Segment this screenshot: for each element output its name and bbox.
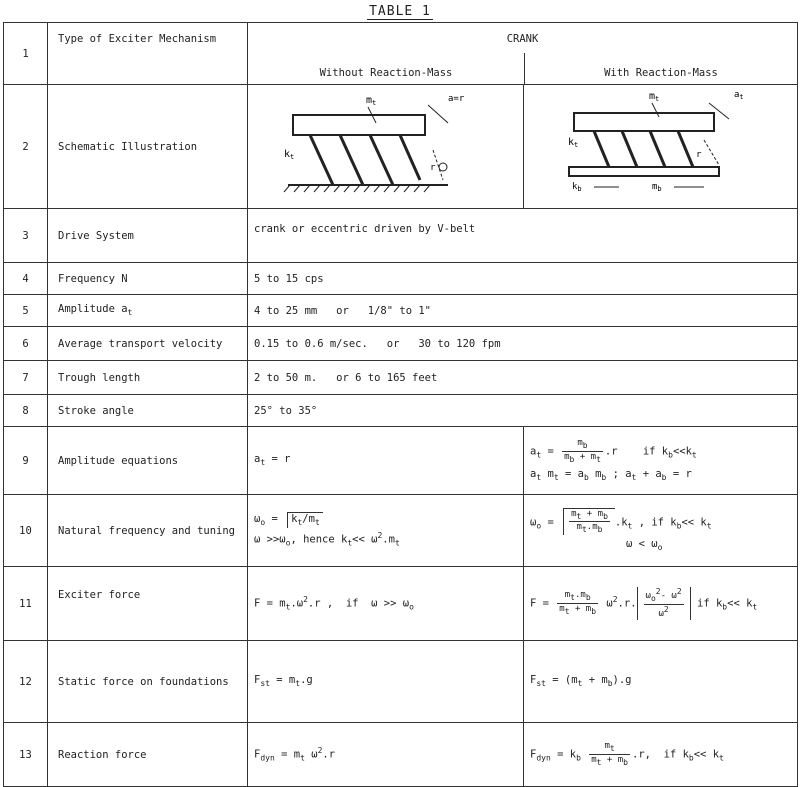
row-label: Stroke angle [48,395,248,427]
row-label: Drive System [48,209,248,263]
row-number: 13 [4,723,48,787]
row-value: 5 to 15 cps [248,263,798,295]
table-row [4,495,798,567]
row-label: Trough length [48,361,248,395]
row-number: 7 [4,361,48,395]
row-number: 12 [4,641,48,723]
row-label: Type of Exciter Mechanism [48,23,248,85]
label-kt: $k_t$ [284,149,295,161]
table-row [4,723,798,787]
row-label: Frequency N [48,263,248,295]
table-row [4,427,798,495]
equation-b: F = $\frac{m_t.m_b}{m_t + m_b}$ $\omega^2.r$. $\frac{\omega_o^2- \omega^2}{\omega^2}$ if $k_b<< k_t$ [524,567,798,641]
row-number: 8 [4,395,48,427]
label-r: r [696,150,702,160]
label-a-equals-r: a=r [448,94,465,104]
label-at: $a_t$ [734,90,744,101]
equation-b: $F_{st} = (m_t + m_b).g$ [524,641,798,723]
row-number: 9 [4,427,48,495]
exciter-mechanism-table [3,22,798,787]
table-row [4,263,798,295]
row-label: Average transport velocity [48,327,248,361]
row-number: 6 [4,327,48,361]
equation-a: $F = m_t.\omega^2.r$ , if $\omega >> \omega_o$ [248,567,524,641]
table-row [4,395,798,427]
row-label: Exciter force [48,567,248,641]
equation-b: $a_t$ = $\frac{m_b}{m_b + m_t}$ .r if $k_b<<k_t$ $a_t$ $m_t = a_b$ $m_b$ ; $a_t + a_b = r$ [524,427,798,495]
row-label: Schematic Illustration [48,85,248,209]
label-mb: $m_b$ [652,182,662,193]
row-value: 4 to 25 mm or 1/8" to 1" [248,295,798,327]
schematic-b-drawing [524,85,796,205]
equation-a: $F_{st} = m_t.g$ [248,641,524,723]
label-mt: $m_t$ [366,95,377,107]
row-number: 2 [4,85,48,209]
equation-a: $\omega_o = k_t/m_t$ $\omega >>\omega_o$, hence $k_t<< \omega^2.m_t$ [248,495,524,567]
crank-header: CRANK [506,33,539,45]
row-value: crank or eccentric driven by V-belt [248,209,798,263]
equation-a: $F_{dyn} = m_t$ $\omega^2.r$ [248,723,524,787]
row-label: Amplitude $a_t$ [48,295,248,327]
row-label: Natural frequency and tuning [48,495,248,567]
row-number: 3 [4,209,48,263]
row-number: 5 [4,295,48,327]
label-kb: $k_b$ [572,182,582,193]
col-with-reaction-mass: With Reaction-Mass [604,67,718,79]
table-caption: TABLE 1 [369,4,431,19]
label-r: r [430,163,436,173]
row-number: 4 [4,263,48,295]
table-row [4,209,798,263]
equation-b: $F_{dyn} = k_b$ $\frac{m_t}{m_t + m_b}$ .r, if $k_b<< k_t$ [524,723,798,787]
table-row [4,23,798,85]
schematic-a-drawing [248,85,522,205]
row-number: 10 [4,495,48,567]
row-label: Amplitude equations [48,427,248,495]
equation-a: $a_t = r$ [248,427,524,495]
row-value: 0.15 to 0.6 m/sec. or 30 to 120 fpm [248,327,798,361]
table-row [4,327,798,361]
table-row [4,295,798,327]
table-row [4,361,798,395]
table-row [4,641,798,723]
row-label: Reaction force [48,723,248,787]
table-row [4,85,798,209]
table-row [4,567,798,641]
row-number: 11 [4,567,48,641]
schematic-without-reaction-mass [248,85,524,209]
equation-b: $\omega_o$ = $\frac{m_t + m_b}{m_t.m_b}$ $.k_t$ , if $k_b<< k_t$ $\omega < \omega_o$ [524,495,798,567]
row-value: 25° to 35° [248,395,798,427]
col-without-reaction-mass: Without Reaction-Mass [319,67,453,79]
crank-header-cell [248,23,798,85]
schematic-with-reaction-mass [524,85,798,209]
row-label: Static force on foundations [48,641,248,723]
label-kt: $k_t$ [568,137,579,149]
row-number: 1 [4,23,48,85]
row-value: 2 to 50 m. or 6 to 165 feet [248,361,798,395]
label-mt: $m_t$ [649,91,660,103]
